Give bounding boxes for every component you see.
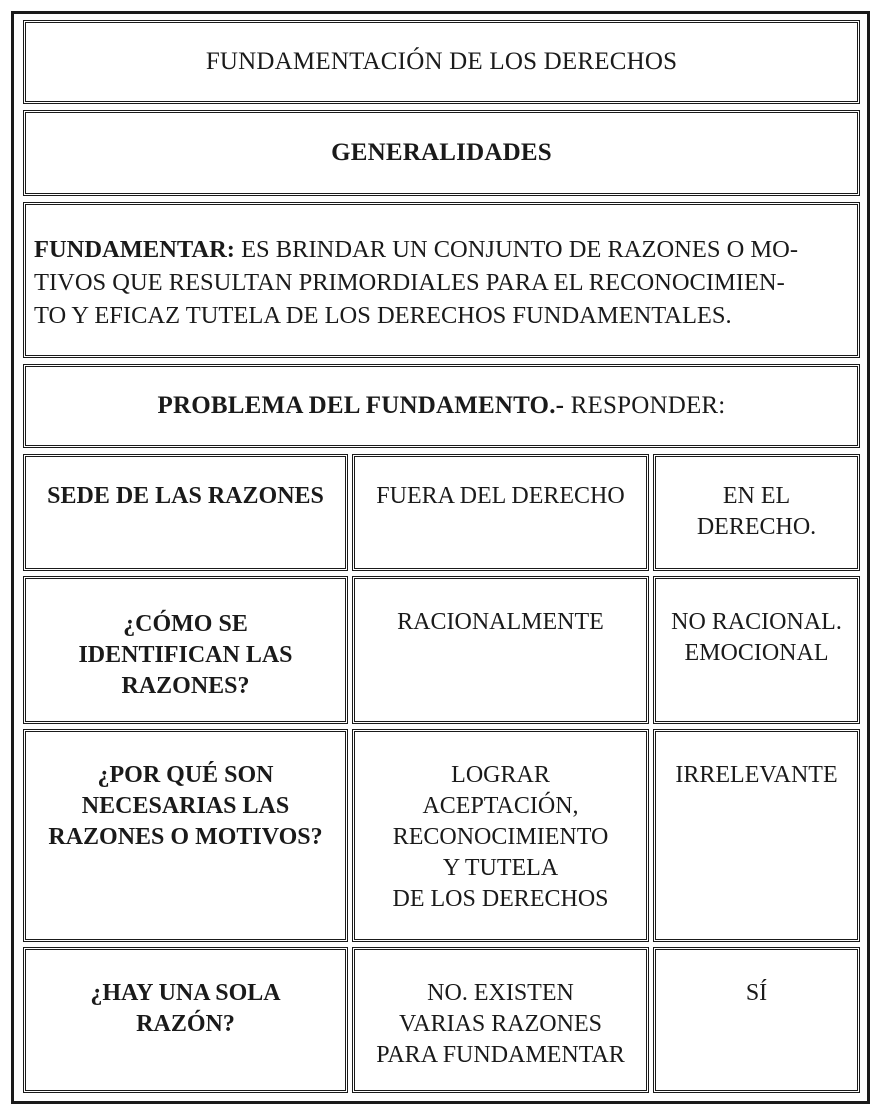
table-cell-question: ¿CÓMO SE IDENTIFICAN LAS RAZONES? <box>23 576 348 724</box>
definition-line-3: TO Y EFICAZ TUTELA DE LOS DERECHOS FUNDAMENTALES. <box>34 302 732 329</box>
table-cell-option: IRRELEVANTE <box>653 729 860 942</box>
table-cell-option: FUERA DEL DERECHO <box>352 454 649 571</box>
problem-box <box>23 364 860 448</box>
section-heading-box <box>23 110 860 196</box>
definition-box <box>23 202 860 358</box>
table-cell-question: ¿HAY UNA SOLA RAZÓN? <box>23 947 348 1093</box>
problem-instruction: RESPONDER: <box>564 392 726 419</box>
definition-line-2: TIVOS QUE RESULTAN PRIMORDIALES PARA EL RECONOCIMIEN- <box>34 269 785 296</box>
document-title-box <box>23 20 860 104</box>
document-title: FUNDAMENTACIÓN DE LOS DERECHOS <box>205 48 678 75</box>
table-cell-option: LOGRAR ACEPTACIÓN, RECONOCIMIENTO Y TUTELA DE LOS DERECHOS <box>352 729 649 942</box>
table-cell-question: SEDE DE LAS RAZONES <box>23 454 348 571</box>
section-heading: GENERALIDADES <box>331 139 552 166</box>
definition-term: FUNDAMENTAR: <box>34 236 235 263</box>
table-cell-option: SÍ <box>653 947 860 1093</box>
definition-line-1: ES BRINDAR UN CONJUNTO DE RAZONES O MO- <box>234 236 799 263</box>
table-cell-question: ¿POR QUÉ SON NECESARIAS LAS RAZONES O MOTIVOS? <box>23 729 348 942</box>
table-cell-option: NO RACIONAL. EMOCIONAL <box>653 576 860 724</box>
table-cell-option: NO. EXISTEN VARIAS RAZONES PARA FUNDAMENTAR <box>352 947 649 1093</box>
table-cell-option: EN EL DERECHO. <box>653 454 860 571</box>
table-cell-option: RACIONALMENTE <box>352 576 649 724</box>
problem-heading: PROBLEMA DEL FUNDAMENTO.- <box>157 392 565 419</box>
